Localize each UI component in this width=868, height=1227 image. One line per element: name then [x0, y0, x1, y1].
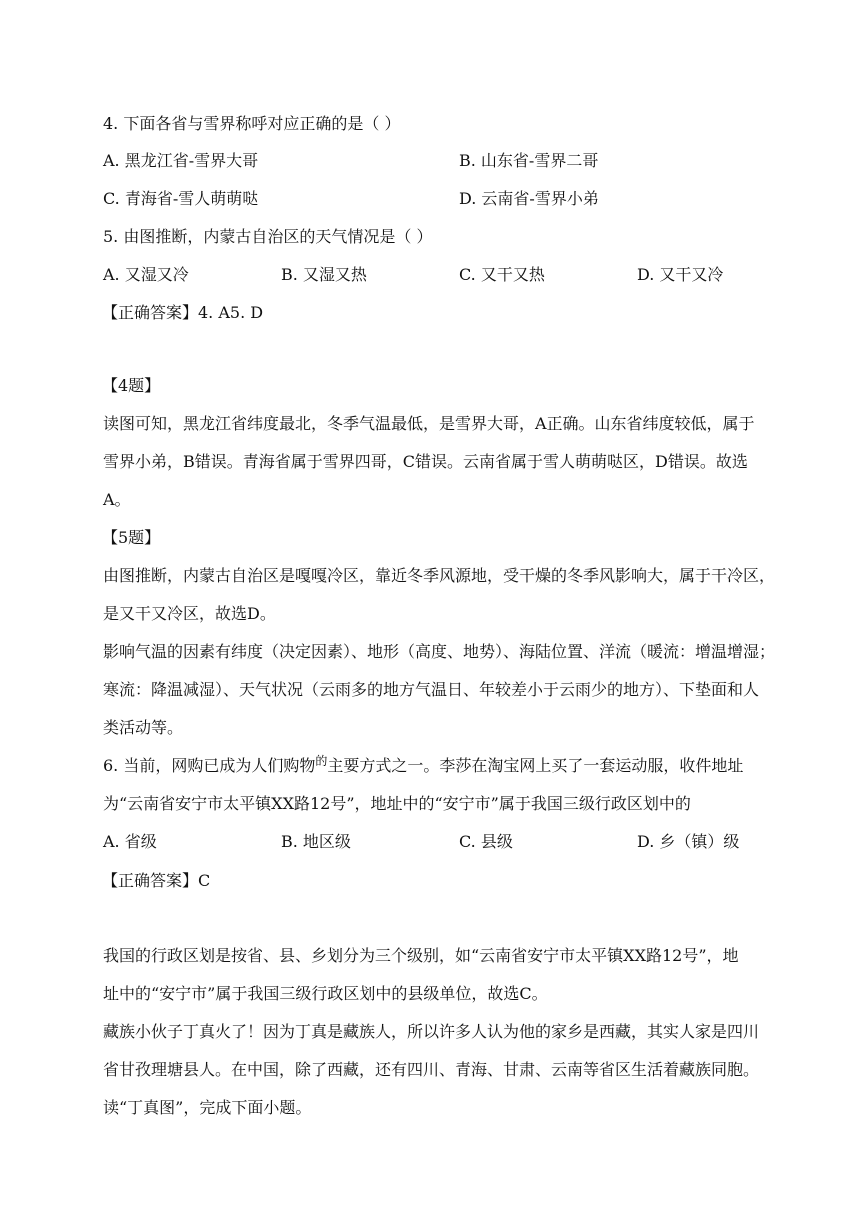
- q4-option-a: A. 黑龙江省-雪界大哥: [103, 151, 259, 170]
- q6-option-b: B. 地区级: [281, 832, 351, 851]
- q6-stem-superscript: 的: [315, 754, 328, 768]
- q4-option-d: D. 云南省-雪界小弟: [459, 189, 599, 208]
- q5-stem: 5. 由图推断，内蒙古自治区的天气情况是（ ）: [103, 227, 433, 246]
- section-5-heading: 【5题】: [102, 528, 161, 547]
- q6-option-c: C. 县级: [459, 832, 513, 851]
- passage-line-1: 藏族小伙子丁真火了！因为丁真是藏族人，所以许多人认为他的家乡是西藏，其实人家是四川: [103, 1022, 760, 1041]
- q4-option-b: B. 山东省-雪界二哥: [459, 151, 599, 170]
- section-5-line-3: 影响气温的因素有纬度（决定因素）、地形（高度、地势）、海陆位置、洋流（暖流：增温增湿；: [103, 642, 776, 661]
- q5-option-b: B. 又湿又热: [281, 265, 367, 284]
- q6-stem-line-1: [103, 756, 743, 776]
- answer-q4-q5: 【正确答案】4. A5. D: [102, 303, 264, 322]
- q6-explain-line-2: 址中的“安宁市”属于我国三级行政区划中的县级单位，故选C。: [103, 984, 548, 1003]
- q4-stem: 4. 下面各省与雪界称呼对应正确的是（ ）: [103, 114, 401, 133]
- q6-option-a: A. 省级: [103, 832, 157, 851]
- answer-q6: 【正确答案】C: [102, 871, 211, 890]
- passage-line-3: 读“丁真图”，完成下面小题。: [103, 1098, 312, 1117]
- section-5-line-5: 类活动等。: [103, 718, 184, 737]
- q5-option-a: A. 又湿又冷: [103, 265, 189, 284]
- q6-stem-before: 6. 当前，网购已成为人们购物: [103, 756, 316, 775]
- q4-option-c: C. 青海省-雪人萌萌哒: [103, 189, 259, 208]
- section-5-line-4: 寒流：降温减湿）、天气状况（云雨多的地方气温日、年较差小于云雨少的地方）、下垫面和人: [103, 680, 760, 699]
- q6-stem-line-2: 为“云南省安宁市太平镇XX路12号”，地址中的“安宁市”属于我国三级行政区划中的: [103, 794, 691, 813]
- q5-option-c: C. 又干又热: [459, 265, 545, 284]
- q6-stem-after: 主要方式之一。李莎在淘宝网上买了一套运动服，收件地址: [327, 756, 744, 775]
- q5-option-d: D. 又干又冷: [637, 265, 724, 284]
- q6-option-d: D. 乡（镇）级: [637, 832, 740, 851]
- section-4-heading: 【4题】: [102, 376, 161, 395]
- passage-line-2: 省甘孜理塘县人。在中国，除了西藏，还有四川、青海、甘肃、云南等省区生活着藏族同胞。: [103, 1060, 760, 1079]
- q6-explain-line-1: 我国的行政区划是按省、县、乡划分为三个级别，如“云南省安宁市太平镇XX路12号”，地: [103, 946, 739, 965]
- section-4-line-1: 读图可知，黑龙江省纬度最北，冬季气温最低，是雪界大哥，A正确。山东省纬度较低，属于: [103, 414, 755, 433]
- section-4-line-2: 雪界小弟，B错误。青海省属于雪界四哥，C错误。云南省属于雪人萌萌哒区，D错误。故选: [103, 452, 748, 471]
- section-5-line-2: 是又干又冷区，故选D。: [103, 604, 276, 623]
- section-5-line-1: 由图推断，内蒙古自治区是嘎嘎冷区，靠近冬季风源地，受干燥的冬季风影响大，属于干冷区，: [103, 566, 776, 585]
- section-4-line-3: A。: [103, 490, 131, 509]
